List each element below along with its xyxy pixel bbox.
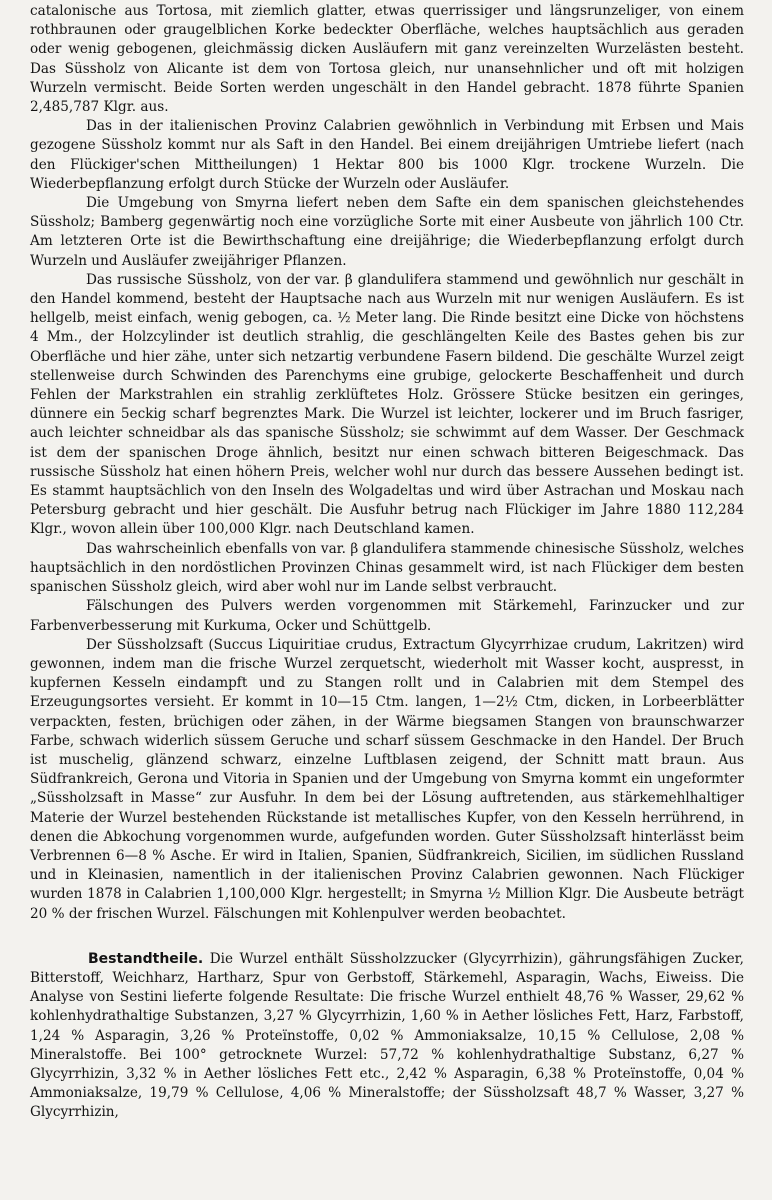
- section-heading: Bestandtheile.: [88, 950, 204, 967]
- section-text: Die Wurzel enthält Süssholzzucker (Glycyrrhizin), gährungsfähigen Zucker, Bitterstoff, Weichharz, Hartharz, Spur von Gerbstoff, Stärkemehl, Asparagin, Wachs, Eiweiss. Die Analyse von Sestini lieferte folgende Resultate: Die frische Wurzel enthielt 48,76 % Wasser, 29,62 % kohlenhydrathaltige Substanzen, 3,27 % Glycyrrhizin, 1,60 % in Aether lösliches Fett, Harz, Farbstoff, 1,24 % Asparagin, 3,26 % Proteïnstoffe, 0,02 % Ammoniaksalze, 10,15 % Cellulose, 2,08 % Mineralstoffe. Bei 100° getrocknete Wurzel: 57,72 % kohlenhydrathaltige Substanz, 6,27 % Glycyrrhizin, 3,32 % in Aether lösliches Fett etc., 2,42 % Asparagin, 6,38 % Proteïnstoffe, 0,04 % Ammoniaksalze, 19,79 % Cellulose, 4,06 % Mineralstoffe; der Süssholzsaft 48,7 % Wasser, 3,27 % Glycyrrhizin,: [30, 950, 744, 1121]
- paragraph-tortosa: catalonische aus Tortosa, mit ziemlich glatter, etwas querrissiger und längsrunzeliger, von einem rothbraunen oder graugelblichen Korke bedeckter Oberfläche, welches hauptsächlich aus geraden oder wenig gebogenen, gleichmässig dicken Ausläufern mit ganz vereinzelten Wurzelästen besteht. Das Süssholz von Alicante ist dem von Tortosa gleich, nur unansehnlicher und oft mit holzigen Wurzeln vermischt. Beide Sorten werden ungeschält in den Handel gebracht. 1878 führte Spanien 2,485,787 Klgr. aus.: [30, 3, 744, 116]
- paragraph-faelschungen: Fälschungen des Pulvers werden vorgenommen mit Stärkemehl, Farinzucker und zur Farbenverbesserung mit Kurkuma, Ocker und Schüttgelb.: [30, 598, 744, 634]
- paragraph-chinesisches-suessholz: Das wahrscheinlich ebenfalls von var. β glandulifera stammende chinesische Süssholz, welches hauptsächlich in den nordöstlichen Provinzen Chinas gesammelt wird, ist nach Flückiger dem besten spanischen Süssholz gleich, wird aber wohl nur im Lande selbst verbraucht.: [30, 540, 744, 596]
- paragraph-russisches-suessholz: Das russische Süssholz, von der var. β glandulifera stammend und gewöhnlich nur geschält in den Handel kommend, besteht der Hauptsache nach aus Wurzeln mit nur wenigen Ausläufern. Es ist hellgelb, meist einfach, wenig gebogen, ca. ½ Meter lang. Die Rinde besitzt eine Dicke von höchstens 4 Mm., der Holzcylinder ist deutlich strahlig, die geschlängelten Keile des Bastes gehen bis zur Oberfläche und hier zähe, unter sich netzartig verbundene Fasern bildend. Die geschälte Wurzel zeigt stellenweise durch Schwinden des Parenchyms eine grubige, gelockerte Beschaffenheit und durch Fehlen der Markstrahlen ein strahlig zerklüftetes Holz. Grössere Stücke besitzen ein geringes, dünnere ein 5eckig scharf begrenztes Mark. Die Wurzel ist leichter, lockerer und im Bruch fasriger, auch leichter schneidbar als das spanische Süssholz; sie schwimmt auf dem Wasser. Der Geschmack ist dem der spanischen Droge ähnlich, besitzt nur einen schwach bitteren Beigeschmack. Das russische Süssholz hat einen höhern Preis, welcher wohl nur durch das bessere Aussehen bedingt ist. Es stammt hauptsächlich von den Inseln des Wolgadeltas und wird über Astrachan und Moskau nach Petersburg gebracht und hier geschält. Die Ausfuhr betrug nach Flückiger im Jahre 1880 112,284 Klgr., wovon allein über 100,000 Klgr. nach Deutschland kamen.: [30, 271, 744, 538]
- paragraph-suessholzsaft: Der Süssholzsaft (Succus Liquiritiae crudus, Extractum Glycyrrhizae crudum, Lakritzen) wird gewonnen, indem man die frische Wurzel zerquetscht, wiederholt mit Wasser kocht, auspresst, in kupfernen Kesseln eindampft und zu Stangen rollt und in Calabrien mit dem Stempel des Erzeugungsortes versieht. Er kommt in 10—15 Ctm. langen, 1—2½ Ctm, dicken, in Lorbeerblätter verpackten, festen, brüchigen oder zähen, in der Wärme biegsamen Stangen von braunschwarzer Farbe, schwach widerlich süssem Geruche und scharf süssem Geschmacke in den Handel. Der Bruch ist muschelig, glänzend schwarz, einzelne Luftblasen zeigend, der Schnitt matt braun. Aus Südfrankreich, Gerona und Vitoria in Spanien und der Umgebung von Smyrna kommt ein ungeformter „Süssholzsaft in Masse“ zur Ausfuhr. In dem bei der Lösung auftretenden, aus stärkemehlhaltiger Materie der Wurzel bestehenden Rückstande ist metallisches Kupfer, von den Kesseln herrührend, in denen die Abkochung vorgenommen wurde, aufgefunden worden. Guter Süssholzsaft hinterlässt beim Verbrennen 6—8 % Asche. Er wird in Italien, Spanien, Südfrankreich, Sicilien, im südlichen Russland und in Kleinasien, namentlich in der italienischen Provinz Calabrien gewonnen. Nach Flückiger wurden 1878 in Calabrien 1,100,000 Klgr. hergestellt; in Smyrna ½ Million Klgr. Die Ausbeute beträgt 20 % der frischen Wurzel. Fälschungen mit Kohlenpulver werden beobachtet.: [30, 636, 744, 922]
- body-text: [30, 2, 744, 1123]
- paragraph-smyrna: Die Umgebung von Smyrna liefert neben dem Safte ein dem spanischen gleichstehendes Süssholz; Bamberg gegenwärtig noch eine vorzügliche Sorte mit einer Ausbeute von jährlich 100 Ctr. Am letzteren Orte ist die Bewirthschaftung eine dreijährige; die Wiederbepflanzung erfolgt durch Wurzeln und Ausläufer zweijähriger Pflanzen.: [30, 195, 744, 269]
- section-bestandtheile: [30, 950, 744, 1123]
- paragraph-calabrien: Das in der italienischen Provinz Calabrien gewöhnlich in Verbindung mit Erbsen und Mais gezogene Süssholz kommt nur als Saft in den Handel. Bei einem dreijährigen Umtriebe liefert (nach den Flückiger'schen Mittheilungen) 1 Hektar 800 bis 1000 Klgr. trockene Wurzeln. Die Wiederbepflanzung erfolgt durch Stücke der Wurzeln oder Ausläufer.: [30, 118, 744, 192]
